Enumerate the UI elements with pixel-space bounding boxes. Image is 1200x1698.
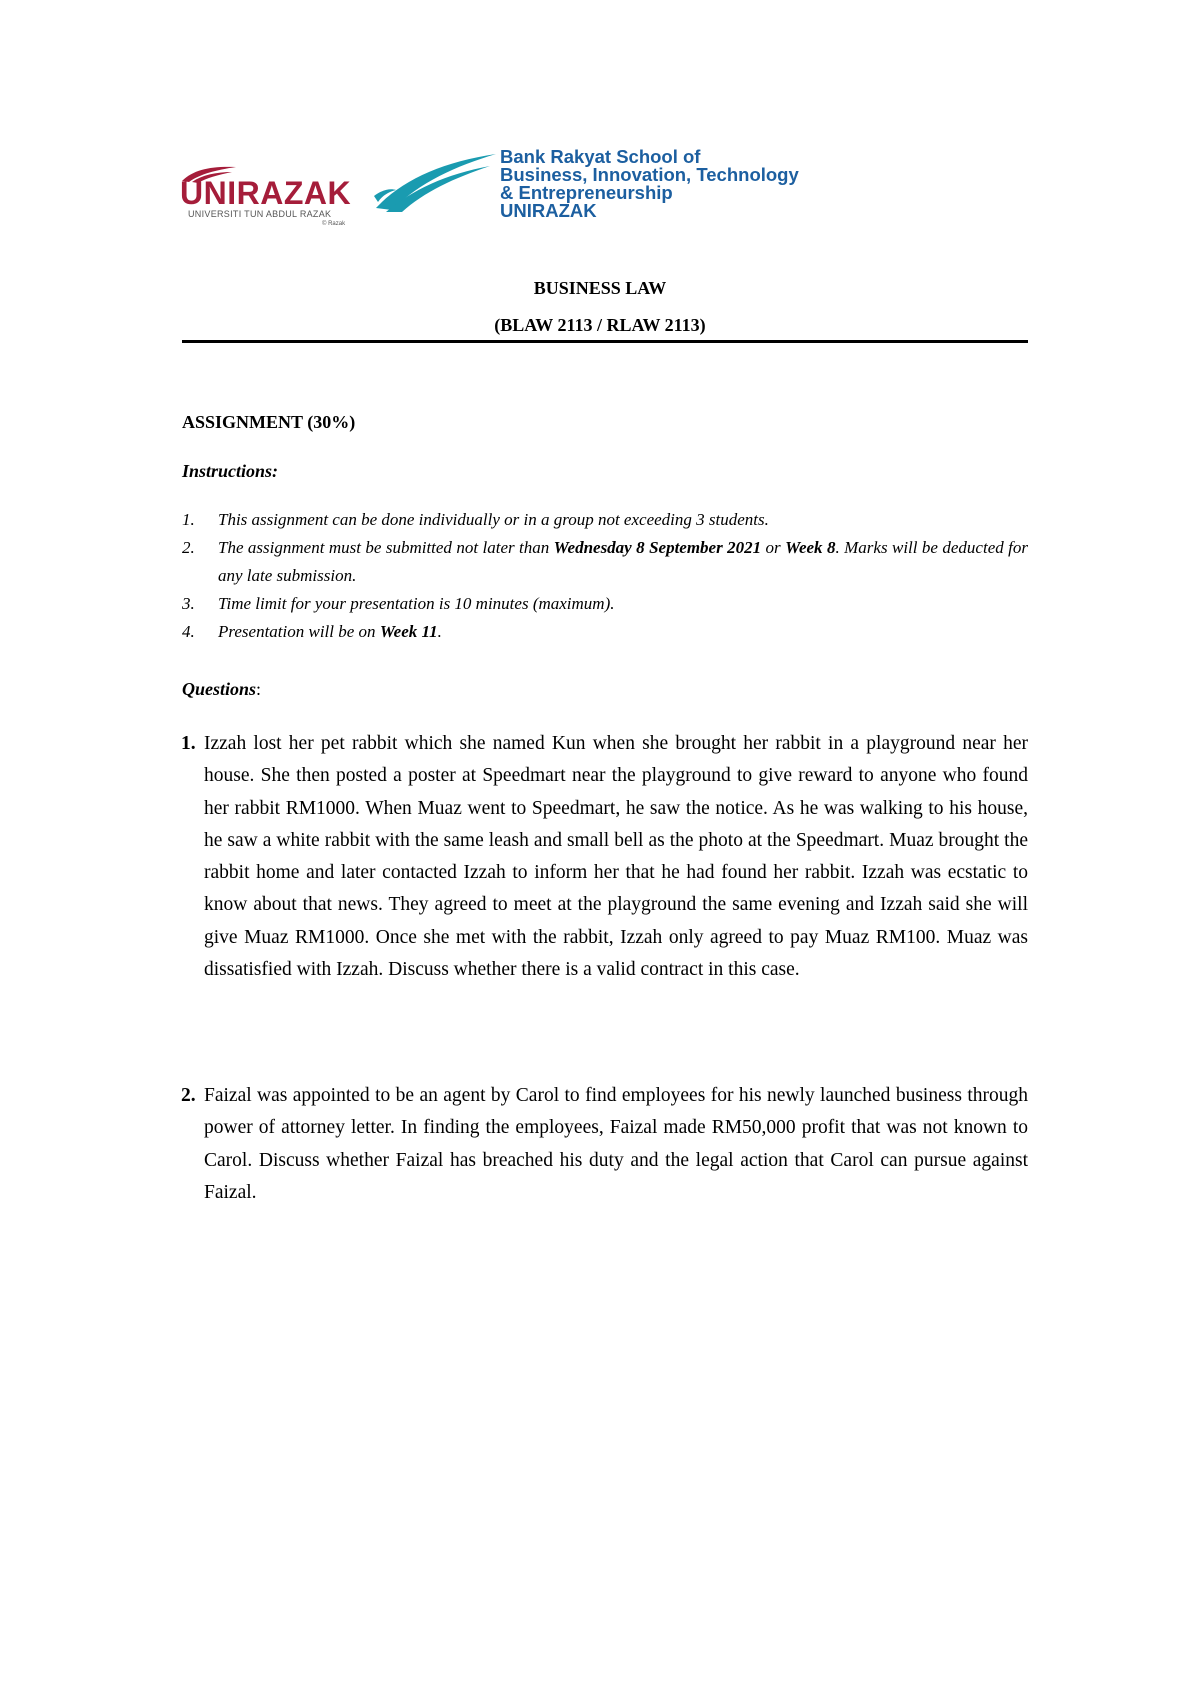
instruction-item-1	[182, 506, 1028, 534]
logo-line-2: Business, Innovation, Technology	[500, 164, 799, 185]
bank-rakyat-school-text	[500, 148, 799, 220]
logo-line-3: & Entrepreneurship	[500, 182, 673, 203]
assignment-heading: ASSIGNMENT (30%)	[182, 412, 356, 432]
instruction-number: 2.	[182, 538, 195, 557]
logo-line-1: Bank Rakyat School of	[500, 146, 701, 167]
instruction-text: .	[437, 622, 442, 641]
presentation-week: Week 11	[379, 622, 438, 641]
title-divider	[182, 340, 1028, 343]
instruction-text: Time limit for your presentation is 10 minutes (maximum).	[218, 594, 615, 613]
logo-line-4: UNIRAZAK	[500, 200, 597, 221]
submission-date: Wednesday 8 September 2021	[553, 538, 762, 557]
unirazak-subtitle: UNIVERSITI TUN ABDUL RAZAK	[188, 209, 332, 219]
questions-heading	[182, 680, 261, 698]
questions-heading-label: Questions	[182, 679, 257, 699]
instructions-heading: Instructions:	[182, 461, 279, 481]
submission-week: Week 8	[785, 538, 836, 557]
instruction-item-4	[182, 618, 1028, 646]
question-2	[182, 1080, 1028, 1209]
instruction-item-2	[182, 534, 1028, 590]
instruction-text: The assignment must be submitted not later than	[218, 538, 554, 557]
instruction-item-3	[182, 590, 1028, 618]
question-number: 1.	[181, 733, 196, 754]
unirazak-wordmark: UNIRAZAK	[180, 175, 352, 211]
question-1	[182, 728, 1028, 986]
instruction-number: 1.	[182, 510, 195, 529]
unirazak-mark: © Razak	[322, 221, 346, 227]
unirazak-logo	[180, 163, 360, 225]
question-text: Faizal was appointed to be an agent by Carol to find employees for his newly launched business through power of attorney letter. In finding the employees, Faizal made RM50,000 profit that was not known to Carol. Discuss whether Faizal has breached his duty and the legal action that Carol can pursue against Faizal.	[204, 1085, 1028, 1203]
course-title: BUSINESS LAW	[533, 278, 667, 298]
instruction-text: or	[761, 538, 786, 557]
instruction-text: This assignment can be done individually or in a group not exceeding 3 students.	[218, 510, 769, 529]
instruction-text: . Marks will be deducted for any late submission.	[218, 538, 1028, 585]
questions-heading-colon: :	[256, 679, 262, 699]
instructions-list	[182, 506, 1028, 646]
instruction-number: 4.	[182, 622, 195, 641]
instruction-text: Presentation will be on	[218, 622, 380, 641]
question-text: Izzah lost her pet rabbit which she named Kun when she brought her rabbit in a playground near her house. She then posted a poster at Speedmart near the playground to give reward to anyone who found her rabbit RM1000. When Muaz went to Speedmart, he saw the notice. As he was walking to his house, he saw a white rabbit with the same leash and small bell as the photo at the Speedmart. Muaz brought the rabbit home and later contacted Izzah to inform her that he had found her rabbit. Izzah was ecstatic to know about that news. They agreed to meet at the playground the same evening and Izzah said she will give Muaz RM1000. Once she met with the rabbit, Izzah only agreed to pay Muaz RM100. Muaz was dissatisfied with Izzah. Discuss whether there is a valid contract in this case.	[204, 733, 1028, 981]
question-number: 2.	[181, 1085, 196, 1106]
course-code: (BLAW 2113 / RLAW 2113)	[494, 315, 706, 335]
instruction-number: 3.	[182, 594, 195, 613]
bank-rakyat-swoosh-icon	[372, 152, 498, 214]
bank-rakyat-school-logo	[372, 146, 952, 221]
